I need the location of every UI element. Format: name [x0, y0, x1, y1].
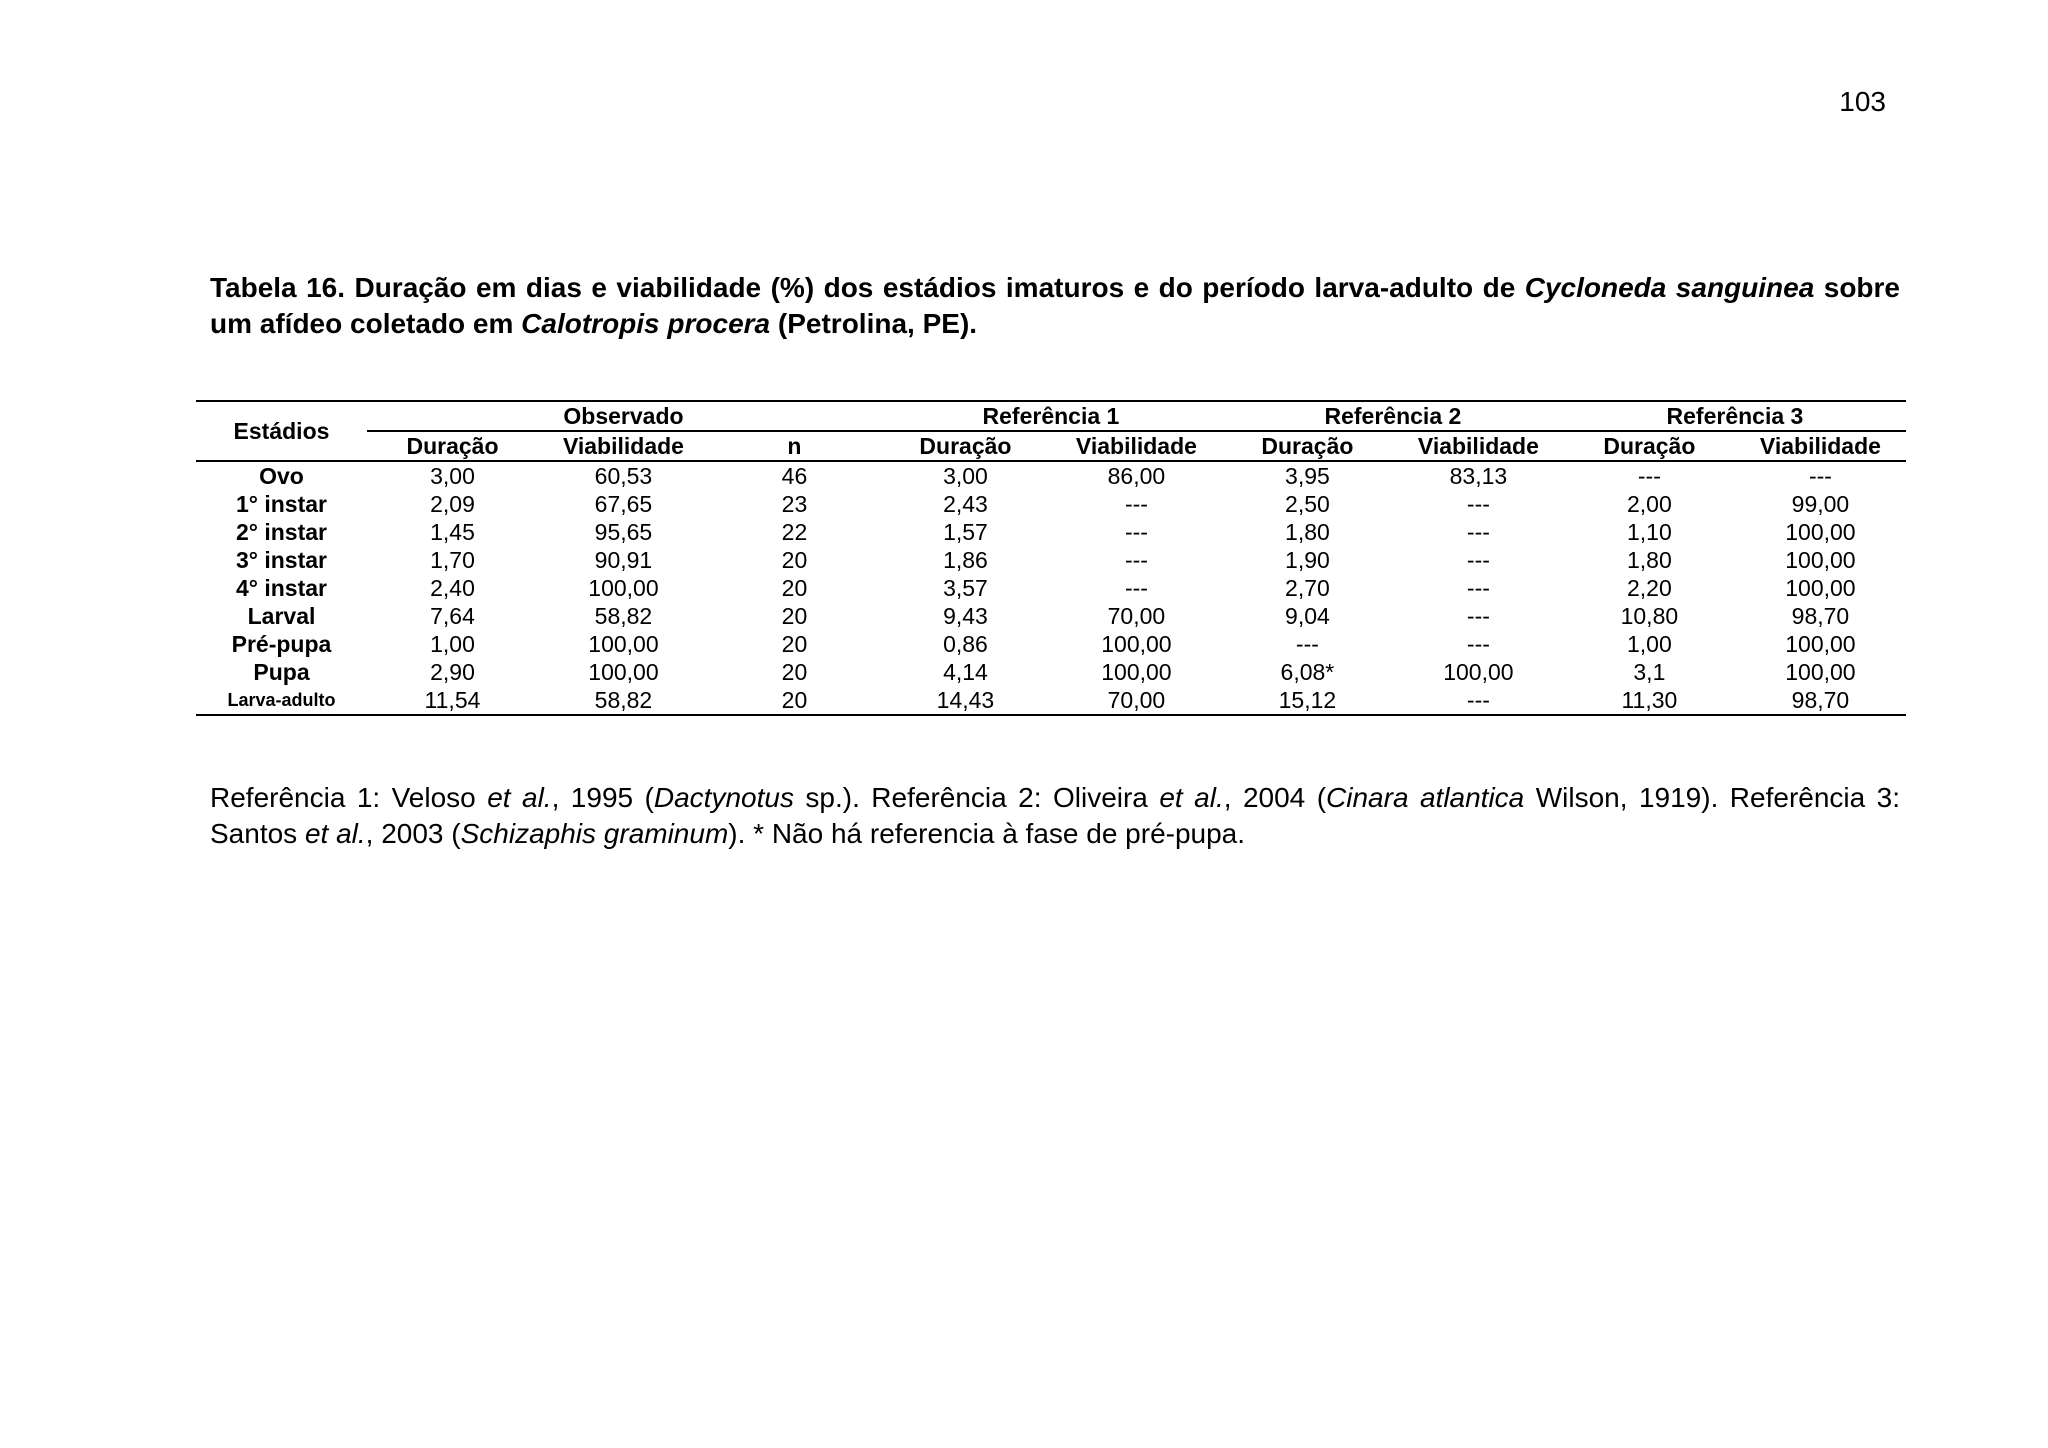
value-cell: ---	[1124, 575, 1148, 601]
subheader-cell: Viabilidade	[538, 431, 709, 461]
value-cell: 60,53	[594, 463, 653, 489]
value-cell: 46	[781, 463, 808, 489]
table-footnote	[210, 780, 1900, 852]
value-cell: 22	[781, 519, 808, 545]
table-row	[196, 490, 1906, 518]
subheader-cell: n	[709, 431, 880, 461]
value-cell: 20	[709, 686, 880, 715]
group-header-row	[196, 401, 1906, 431]
value-cell: 95,65	[594, 519, 653, 545]
page-number: 103	[1839, 86, 1886, 117]
value-cell: 4,14	[943, 659, 988, 685]
value-cell: 1,10	[1627, 519, 1672, 545]
value-cell: 86,00	[1107, 463, 1166, 489]
subheader-cell: Duração	[880, 431, 1051, 461]
value-cell: ---	[1124, 519, 1148, 545]
caption-text-middle: sobre um afídeo coletado em	[210, 272, 1900, 339]
value-cell: 7,64	[430, 603, 475, 629]
footnote-text: sp.). Referência 2: Oliveira	[793, 782, 1160, 813]
value-cell: 100,00	[1785, 575, 1856, 601]
value-cell: 90,91	[594, 547, 653, 573]
stage-cell: Larval	[247, 603, 316, 629]
value-cell: 2,90	[430, 659, 475, 685]
table-row	[196, 518, 1906, 546]
footnote-species: Dactynotus	[653, 782, 794, 813]
subheader-cell: Viabilidade	[1051, 431, 1222, 461]
footnote-species: Cinara atlantica	[1326, 782, 1525, 813]
value-cell: 3,57	[943, 575, 988, 601]
value-cell: 11,54	[367, 686, 538, 715]
stage-cell: 4° instar	[235, 575, 327, 601]
value-cell: 20	[781, 547, 808, 573]
caption-text-before: Tabela 16. Duração em dias e viabilidade (%) dos estádios imaturos e do período larva-adulto de	[210, 272, 1525, 303]
footnote-text: , 1995 (	[551, 782, 654, 813]
value-cell: 3,00	[943, 463, 988, 489]
value-cell: ---	[1124, 547, 1148, 573]
value-cell: 1,80	[1285, 519, 1330, 545]
stage-cell: Pupa	[253, 659, 310, 685]
value-cell: 100,00	[1443, 659, 1514, 685]
footnote-et-al: et al.	[487, 782, 552, 813]
value-cell: 6,08*	[1280, 659, 1335, 685]
value-cell: ---	[1466, 603, 1490, 629]
value-cell: 20	[781, 631, 808, 657]
subheader-row	[196, 431, 1906, 461]
stage-cell: 1° instar	[235, 491, 327, 517]
data-table	[196, 400, 1906, 716]
value-cell: 70,00	[1107, 603, 1166, 629]
value-cell: 2,50	[1285, 491, 1330, 517]
value-cell: 58,82	[594, 603, 653, 629]
value-cell: 2,00	[1627, 491, 1672, 517]
table-row	[196, 630, 1906, 658]
value-cell: ---	[1124, 491, 1148, 517]
footnote-text: Referência 1: Veloso	[210, 782, 488, 813]
value-cell: 1,86	[943, 547, 988, 573]
value-cell: 100,00	[588, 631, 659, 657]
value-cell: 70,00	[1051, 686, 1222, 715]
table-row	[196, 461, 1906, 490]
stage-cell: 3° instar	[235, 547, 327, 573]
group-header-referencia-2: Referência 2	[1222, 401, 1564, 431]
table-row	[196, 602, 1906, 630]
value-cell: ---	[1466, 491, 1490, 517]
value-cell: 11,30	[1564, 686, 1735, 715]
value-cell: 1,00	[430, 631, 475, 657]
stage-cell: Ovo	[259, 463, 304, 489]
subheader-cell: Duração	[1222, 431, 1393, 461]
value-cell: 100,00	[1101, 659, 1172, 685]
value-cell: 100,00	[1785, 547, 1856, 573]
value-cell: 2,09	[430, 491, 475, 517]
value-cell: 83,13	[1449, 463, 1508, 489]
value-cell: 100,00	[588, 659, 659, 685]
footnote-text: ). * Não há referencia à fase de pré-pupa.	[728, 818, 1246, 849]
value-cell: ---	[1466, 519, 1490, 545]
caption-text-after: (Petrolina, PE).	[770, 308, 978, 339]
value-cell: 100,00	[1101, 631, 1172, 657]
table-row	[196, 574, 1906, 602]
footnote-et-al: et al.	[304, 818, 366, 849]
value-cell: 1,80	[1627, 547, 1672, 573]
value-cell: ---	[1393, 686, 1564, 715]
value-cell: 1,00	[1627, 631, 1672, 657]
subheader-cell: Duração	[1564, 431, 1735, 461]
table-body	[196, 461, 1906, 715]
group-header-referencia-3: Referência 3	[1564, 401, 1906, 431]
footnote-species: Schizaphis graminum	[460, 818, 729, 849]
value-cell: 9,43	[943, 603, 988, 629]
value-cell: 9,04	[1285, 603, 1330, 629]
stage-column-header: Estádios	[196, 401, 367, 461]
stage-cell: Pré-pupa	[231, 631, 332, 657]
caption-species: Cycloneda sanguinea	[1524, 272, 1815, 303]
value-cell: 1,57	[943, 519, 988, 545]
value-cell: 10,80	[1620, 603, 1679, 629]
value-cell: 2,43	[943, 491, 988, 517]
value-cell: 1,90	[1285, 547, 1330, 573]
value-cell: 99,00	[1791, 491, 1850, 517]
value-cell: 23	[781, 491, 808, 517]
value-cell: 20	[781, 659, 808, 685]
subheader-cell: Viabilidade	[1393, 431, 1564, 461]
value-cell: ---	[1466, 631, 1490, 657]
value-cell: 3,00	[430, 463, 475, 489]
value-cell: 100,00	[588, 575, 659, 601]
value-cell: ---	[1466, 575, 1490, 601]
value-cell: 67,65	[594, 491, 653, 517]
caption-plant: Calotropis procera	[521, 308, 771, 339]
value-cell: 2,40	[430, 575, 475, 601]
value-cell: 58,82	[538, 686, 709, 715]
group-header-observado: Observado	[367, 401, 880, 431]
table-caption	[210, 270, 1900, 342]
value-cell: ---	[1637, 463, 1661, 489]
value-cell: 100,00	[1785, 519, 1856, 545]
value-cell: 0,86	[943, 631, 988, 657]
value-cell: 98,70	[1735, 686, 1906, 715]
value-cell: 2,70	[1285, 575, 1330, 601]
value-cell: 3,95	[1285, 463, 1330, 489]
value-cell: 100,00	[1785, 659, 1856, 685]
footnote-text: , 2003 (	[365, 818, 461, 849]
value-cell: 14,43	[880, 686, 1051, 715]
value-cell: 20	[781, 603, 808, 629]
value-cell: 2,20	[1627, 575, 1672, 601]
value-cell: 98,70	[1791, 603, 1850, 629]
value-cell: 3,1	[1633, 659, 1666, 685]
value-cell: 1,70	[430, 547, 475, 573]
table-row	[196, 546, 1906, 574]
table-row	[196, 658, 1906, 686]
value-cell: ---	[1808, 463, 1832, 489]
footnote-text: , 2004 (	[1223, 782, 1327, 813]
footnote-et-al: et al.	[1159, 782, 1224, 813]
value-cell: 1,45	[430, 519, 475, 545]
stage-cell: 2° instar	[235, 519, 327, 545]
group-header-referencia-1: Referência 1	[880, 401, 1222, 431]
value-cell: ---	[1295, 631, 1319, 657]
subheader-cell: Duração	[367, 431, 538, 461]
subheader-cell: Viabilidade	[1735, 431, 1906, 461]
value-cell: 100,00	[1785, 631, 1856, 657]
footnote-text: Wilson, 1919). Referência 3: Santos	[210, 782, 1901, 849]
value-cell: ---	[1466, 547, 1490, 573]
value-cell: 20	[781, 575, 808, 601]
stage-cell: Larva-adulto	[196, 686, 367, 715]
table-row	[196, 686, 1906, 715]
value-cell: 15,12	[1222, 686, 1393, 715]
data-table-container	[196, 400, 1906, 716]
